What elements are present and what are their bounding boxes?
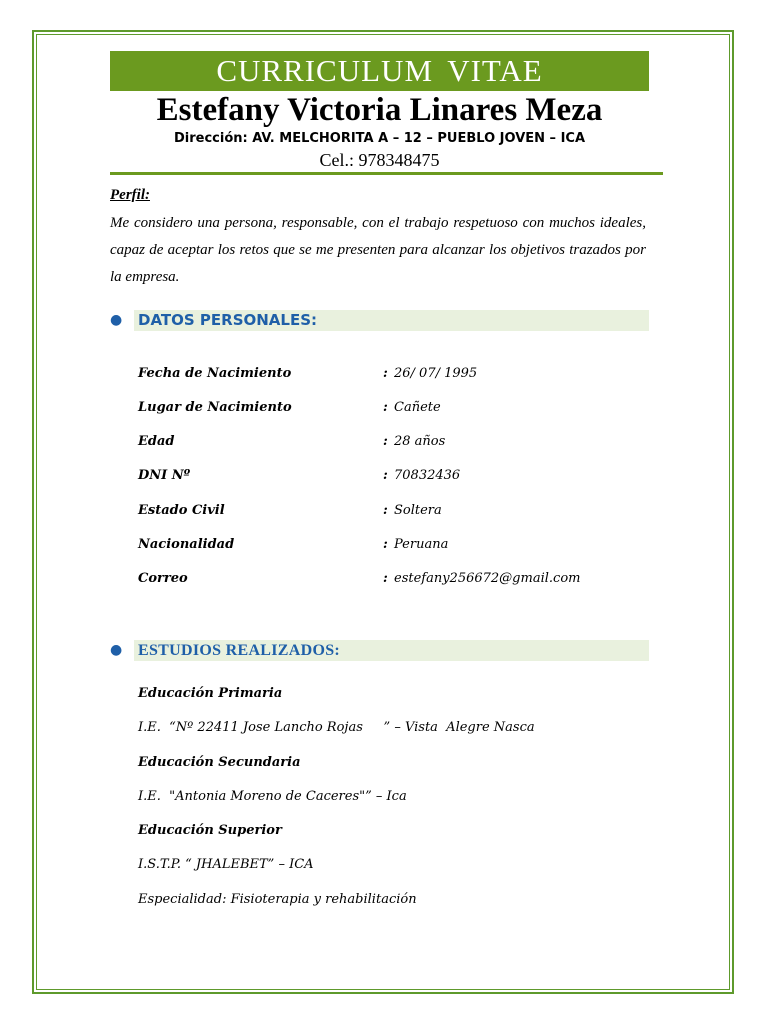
cv-banner-title: CURRICULUM VITAE	[110, 51, 649, 91]
row-label: Fecha de Nacimiento	[138, 366, 292, 381]
row-value: 70832436	[394, 468, 461, 483]
profile-heading: Perfil:	[110, 187, 150, 203]
row-value: Soltera	[394, 503, 442, 518]
row-label: Lugar de Nacimiento	[138, 400, 292, 415]
secondary-school: I.E. "Antonia Moreno de Caceres"” – Ica	[138, 789, 407, 804]
section-title-studies: ESTUDIOS REALIZADOS:	[138, 642, 341, 659]
address-line: Dirección: AV. MELCHORITA A – 12 – PUEBLO JOVEN – ICA	[173, 131, 586, 146]
personal-row-nationality	[138, 535, 638, 555]
primary-school: I.E. “Nº 22411 Jose Lancho Rojas ” – Vista Alegre Nasca	[138, 720, 535, 735]
row-colon: :	[383, 468, 388, 483]
profile-text: Me considero una persona, responsable, con el trabajo respetuoso con muchos ideales, capaz de aceptar los retos que se me presenten para alcanzar los objetivos trazados por la empresa.	[110, 215, 646, 285]
personal-row-civil-status	[138, 501, 638, 521]
primary-education-heading: Educación Primaria	[138, 686, 283, 701]
row-label: Correo	[138, 571, 188, 586]
row-colon: :	[383, 537, 388, 552]
row-value: 28 años	[394, 434, 446, 449]
candidate-name: Estefany Victoria Linares Meza	[156, 92, 603, 128]
superior-institute: I.S.T.P. “ JHALEBET” – ICA	[138, 857, 314, 872]
section-title-personal: DATOS PERSONALES:	[138, 311, 318, 329]
row-colon: :	[383, 503, 388, 518]
personal-row-dni	[138, 466, 638, 486]
row-label: DNI Nº	[138, 468, 191, 483]
bullet-icon: ●	[110, 642, 123, 658]
row-colon: :	[383, 400, 388, 415]
bullet-icon: ●	[110, 312, 123, 328]
phone-line: Cel.: 978348475	[319, 150, 440, 170]
personal-row-birthplace	[138, 398, 638, 418]
row-value: Cañete	[394, 400, 441, 415]
row-label: Edad	[138, 434, 175, 449]
personal-row-email	[138, 569, 638, 589]
row-value: estefany256672@gmail.com	[394, 571, 581, 586]
row-label: Nacionalidad	[138, 537, 235, 552]
section-studies	[110, 640, 649, 661]
secondary-education-heading: Educación Secundaria	[138, 755, 301, 770]
row-colon: :	[383, 366, 388, 381]
header-divider	[110, 172, 663, 175]
row-label: Estado Civil	[138, 503, 225, 518]
row-value: 26/ 07/ 1995	[394, 366, 478, 381]
superior-education-heading: Educación Superior	[138, 823, 282, 838]
personal-row-age	[138, 432, 638, 452]
row-colon: :	[383, 434, 388, 449]
row-colon: :	[383, 571, 388, 586]
specialty-line: Especialidad: Fisioterapia y rehabilitación	[138, 892, 417, 907]
personal-row-birthdate	[138, 364, 638, 384]
row-value: Peruana	[394, 537, 449, 552]
section-personal-data	[110, 310, 649, 331]
